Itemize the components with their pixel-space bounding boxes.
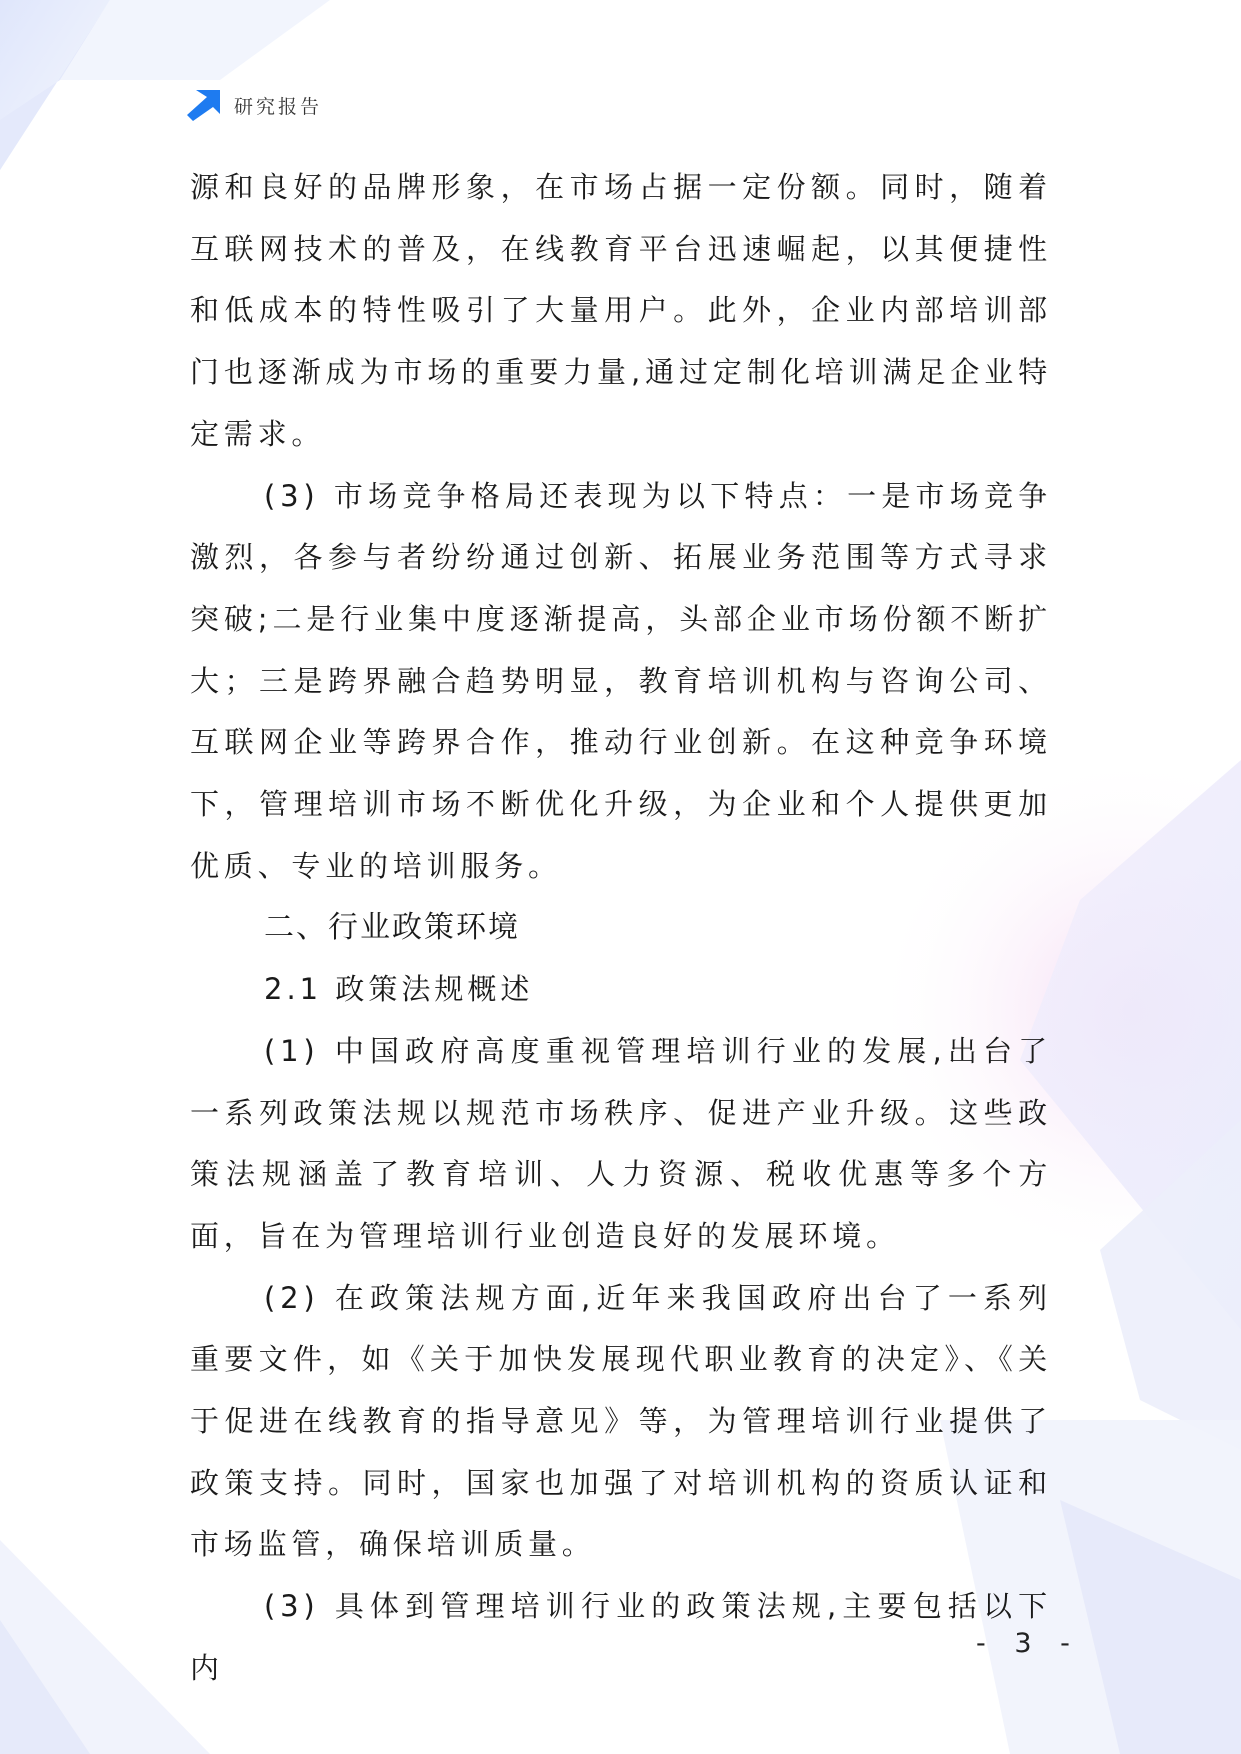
page-number: - 3 - <box>976 1628 1080 1659</box>
arrow-up-right-icon <box>186 88 222 122</box>
header-title: 研究报告 <box>234 95 323 118</box>
paragraph-competition-features: (3) 市场竞争格局还表现为以下特点：一是市场竞争激烈，各参与者纷纷通过创新、拓展业务范围等方式寻求突破;二是行业集中度逐渐提高，头部企业市场份额不断扩大；三是跨界融合趋势明显，教育培训机构与咨询公司、互联网企业等跨界合作，推动行业创新。在这种竞争环境下，管理培训市场不断优化升级，为企业和个人提供更加优质、专业的培训服务。 <box>190 478 1052 883</box>
document-body <box>190 157 1052 1700</box>
report-header <box>186 88 322 122</box>
paragraph-policy-documents: (2) 在政策法规方面,近年来我国政府出台了一系列重要文件，如《关于加快发展现代职业教育的决定》、《关于促进在线教育的指导意见》等，为管理培训行业提供了政策支持。同时，国家也加强了对培训机构的资质认证和市场监管，确保培训质量。 <box>190 1280 1052 1562</box>
subsection-heading: 2.1 政策法规概述 <box>264 972 534 1007</box>
paragraph-policy-specific: (3) 具体到管理培训行业的政策法规,主要包括以下内 <box>190 1589 1052 1685</box>
paragraph-policy-overview: (1) 中国政府高度重视管理培训行业的发展,出台了一系列政策法规以规范市场秩序、促进产业升级。这些政策法规涵盖了教育培训、人力资源、税收优惠等多个方面，旨在为管理培训行业创造良好的发展环境。 <box>190 1033 1052 1253</box>
section-heading: 二、行业政策环境 <box>264 910 520 946</box>
paragraph-continued: 源和良好的品牌形象，在市场占据一定份额。同时，随着互联网技术的普及，在线教育平台迅速崛起，以其便捷性和低成本的特性吸引了大量用户。此外，企业内部培训部门也逐渐成为市场的重要力量,通过定制化培训满足企业特定需求。 <box>190 170 1052 451</box>
